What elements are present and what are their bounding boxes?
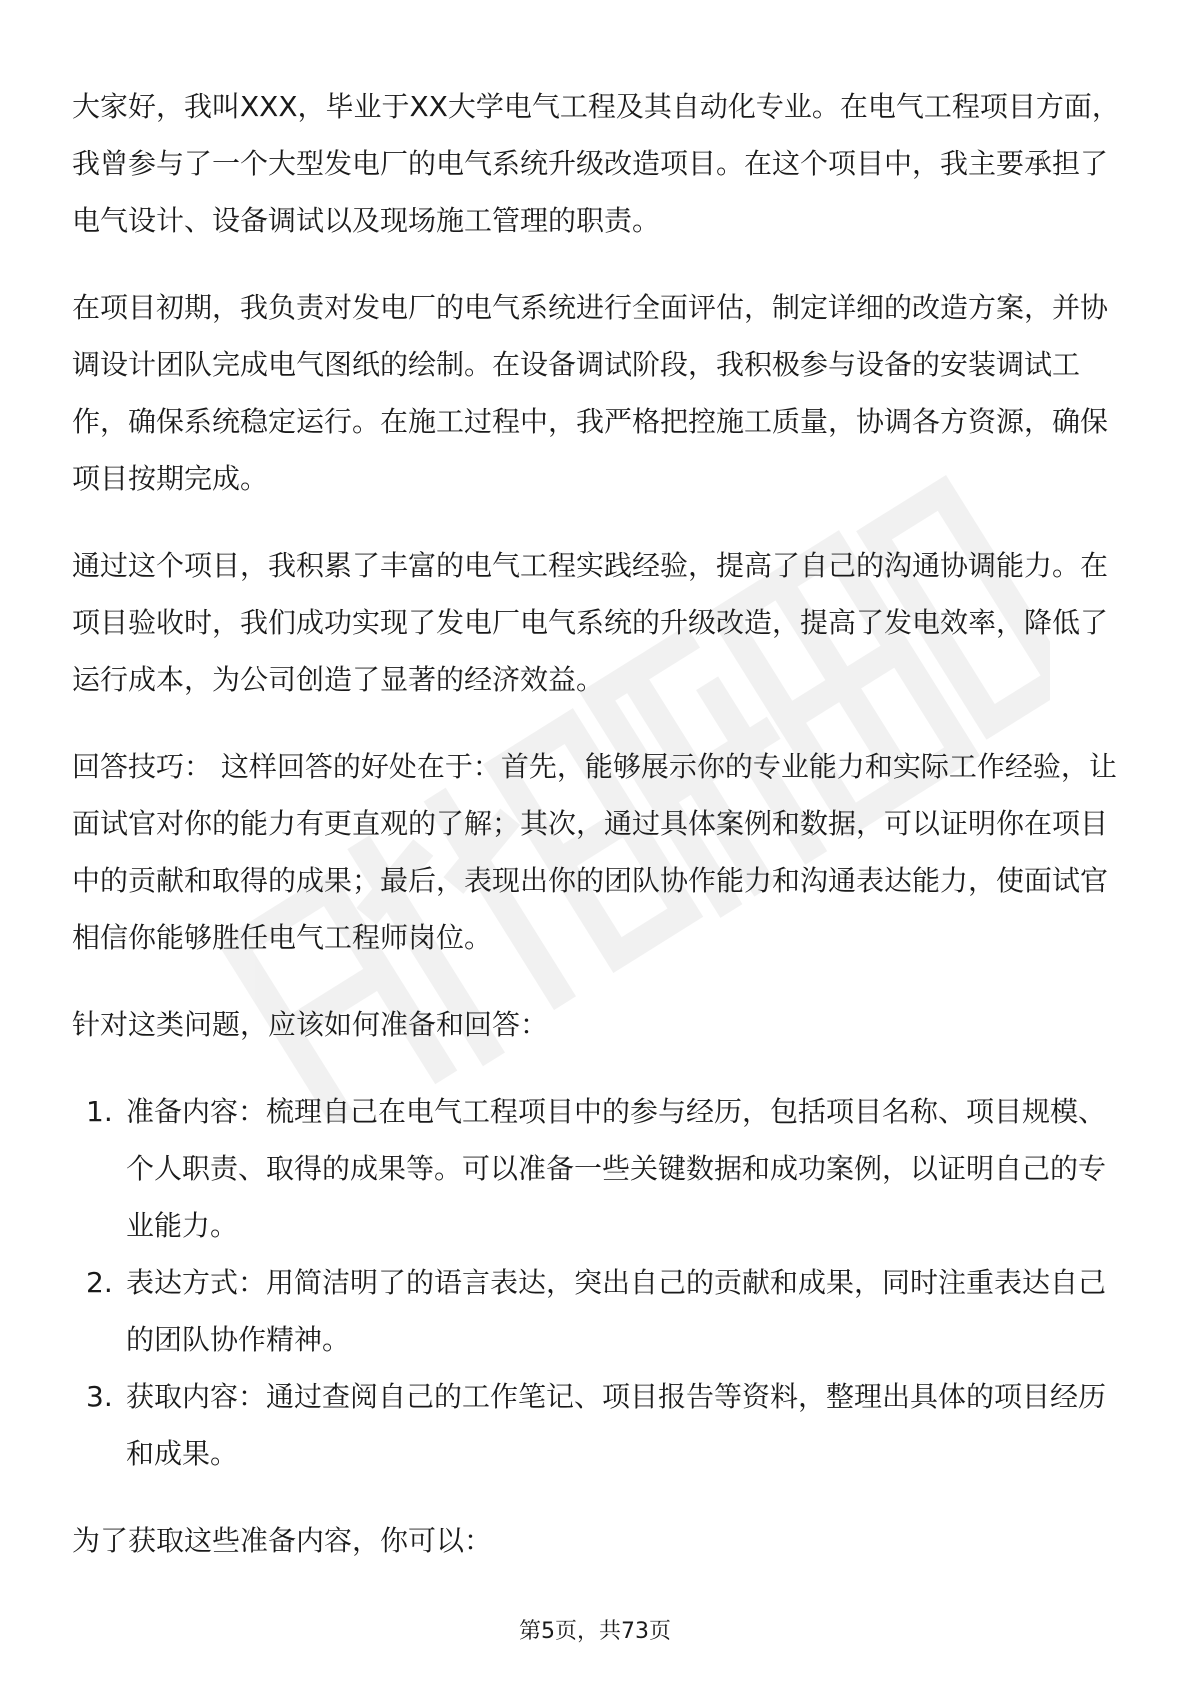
list-item <box>72 1254 1122 1368</box>
paragraph-result: 通过这个项目，我积累了丰富的电气工程实践经验，提高了自己的沟通协调能力。在项目验收时，我们成功实现了发电厂电气系统的升级改造，提高了发电效率，降低了运行成本，为公司创造了显著的经济效益。 <box>72 549 1109 696</box>
document-body <box>72 78 1122 1599</box>
paragraph-tips: 回答技巧： 这样回答的好处在于：首先，能够展示你的专业能力和实际工作经验，让面试官对你的能力有更直观的了解；其次，通过具体案例和数据，可以证明你在项目中的贡献和取得的成果；最后，表现出你的团队协作能力和沟通表达能力，使面试官相信你能够胜任电气工程师岗位。 <box>72 750 1117 954</box>
list-item-text: 准备内容：梳理自己在电气工程项目中的参与经历，包括项目名称、项目规模、个人职责、取得的成果等。可以准备一些关键数据和成功案例，以证明自己的专业能力。 <box>126 1095 1107 1242</box>
preparation-list <box>72 1083 1122 1482</box>
list-item-number: 3. <box>86 1380 113 1413</box>
list-item-text: 获取内容：通过查阅自己的工作笔记、项目报告等资料，整理出具体的项目经历和成果。 <box>126 1380 1107 1470</box>
paragraph-intro: 大家好，我叫XXX，毕业于XX大学电气工程及其自动化专业。在电气工程项目方面，我曾参与了一个大型发电厂的电气系统升级改造项目。在这个项目中，我主要承担了电气设计、设备调试以及现场施工管理的职责。 <box>72 90 1120 237</box>
list-item <box>72 1368 1122 1482</box>
paragraph-question: 针对这类问题，应该如何准备和回答： <box>72 1008 549 1041</box>
list-item-text: 表达方式：用简洁明了的语言表达，突出自己的贡献和成果，同时注重表达自己的团队协作精神。 <box>126 1266 1107 1356</box>
list-item-number: 2. <box>86 1266 113 1299</box>
paragraph-followup: 为了获取这些准备内容，你可以： <box>72 1524 493 1557</box>
list-item-number: 1. <box>86 1095 113 1128</box>
paragraph-process: 在项目初期，我负责对发电厂的电气系统进行全面评估，制定详细的改造方案，并协调设计团队完成电气图纸的绘制。在设备调试阶段，我积极参与设备的安装调试工作，确保系统稳定运行。在施工过程中，我严格把控施工质量，协调各方资源，确保项目按期完成。 <box>72 291 1109 495</box>
page-number-footer: 第5页，共73页 <box>519 1619 671 1644</box>
list-item <box>72 1083 1122 1254</box>
